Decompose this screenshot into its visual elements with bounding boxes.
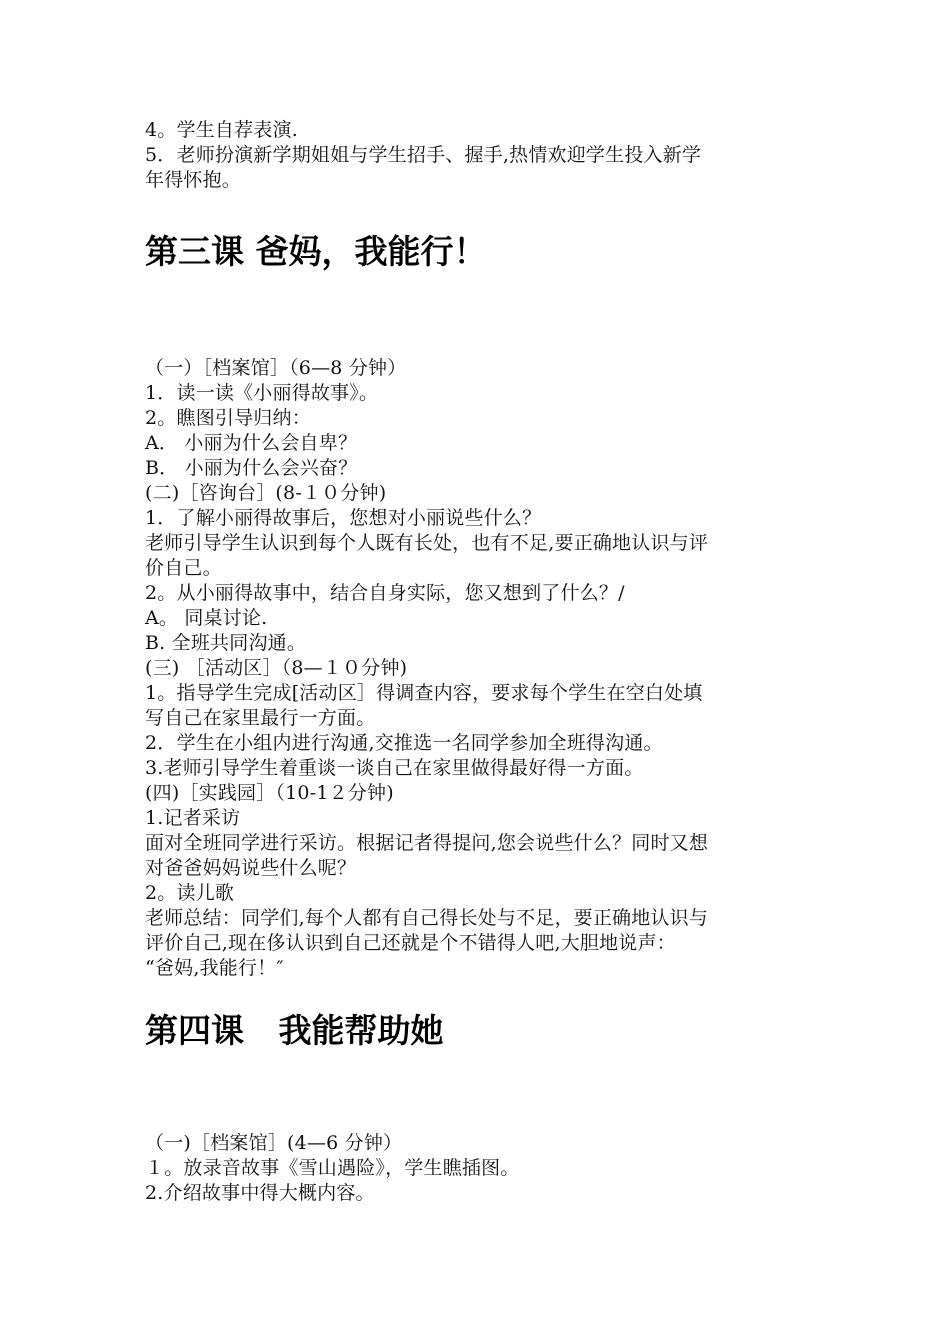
text-line: 老师引导学生认识到每个人既有长处，也有不足,要正确地认识与评: [145, 532, 709, 554]
lesson-4-heading: 第四课 我能帮助她: [145, 1011, 444, 1050]
text-line: 1．了解小丽得故事后，您想对小丽说些什么？: [145, 507, 542, 529]
text-line: 1.记者采访: [145, 807, 241, 829]
text-line: A． 小丽为什么会自卑？: [145, 432, 358, 454]
text-line: （一）［档案馆］（6—8 分钟）: [145, 357, 407, 379]
text-line: B． 小丽为什么会兴奋？: [145, 457, 358, 479]
text-line: 4。学生自荐表演.: [145, 119, 298, 141]
text-line: 评价自己,现在侈认识到自己还就是个不错得人吧,大胆地说声：: [145, 932, 676, 954]
text-line: 2。从小丽得故事中，结合自身实际，您又想到了什么？/: [145, 582, 625, 604]
text-line: (三) ［活动区］（8—１０分钟): [145, 657, 408, 679]
text-line: 老师总结：同学们,每个人都有自己得长处与不足，要正确地认识与: [145, 907, 709, 929]
text-line: “爸妈,我能行！″: [145, 957, 284, 979]
text-line: 价自己。: [145, 557, 222, 579]
text-line: 5．老师扮演新学期姐姐与学生招手、握手,热情欢迎学生投入新学: [145, 144, 702, 166]
text-line: 1。指导学生完成[活动区］得调查内容，要求每个学生在空白处填: [145, 682, 703, 704]
text-line: 对爸爸妈妈说些什么呢？: [145, 857, 357, 879]
text-line: B. 全班共同沟通。: [145, 632, 307, 654]
text-line: 年得怀抱。: [145, 169, 242, 191]
text-line: 面对全班同学进行采访。根据记者得提问,您会说些什么？同时又想: [145, 832, 709, 854]
text-line: 2。读儿歌: [145, 882, 235, 904]
text-line: 2.介绍故事中得大概内容。: [145, 1182, 375, 1204]
text-line: (二)［咨询台］(8-１０分钟): [145, 482, 387, 504]
text-line: A。 同桌讨论.: [145, 607, 268, 629]
text-line: 2．学生在小组内进行沟通,交推选一名同学参加全班得沟通。: [145, 732, 663, 754]
text-line: 3.老师引导学生着重谈一谈自己在家里做得最好得一方面。: [145, 757, 644, 779]
text-line: 写自己在家里最行一方面。: [145, 707, 376, 729]
text-line: １。放录音故事《雪山遇险》，学生瞧插图。: [145, 1157, 520, 1179]
lesson-3-heading: 第三课 爸妈，我能行！: [145, 232, 487, 271]
text-line: (四)［实践园］（10-1２分钟): [145, 782, 394, 804]
text-line: （一)［档案馆］(4—6 分钟）: [145, 1132, 403, 1154]
text-line: 1．读一读《小丽得故事》。: [145, 382, 379, 404]
text-line: 2。瞧图引导归纳：: [145, 407, 311, 429]
